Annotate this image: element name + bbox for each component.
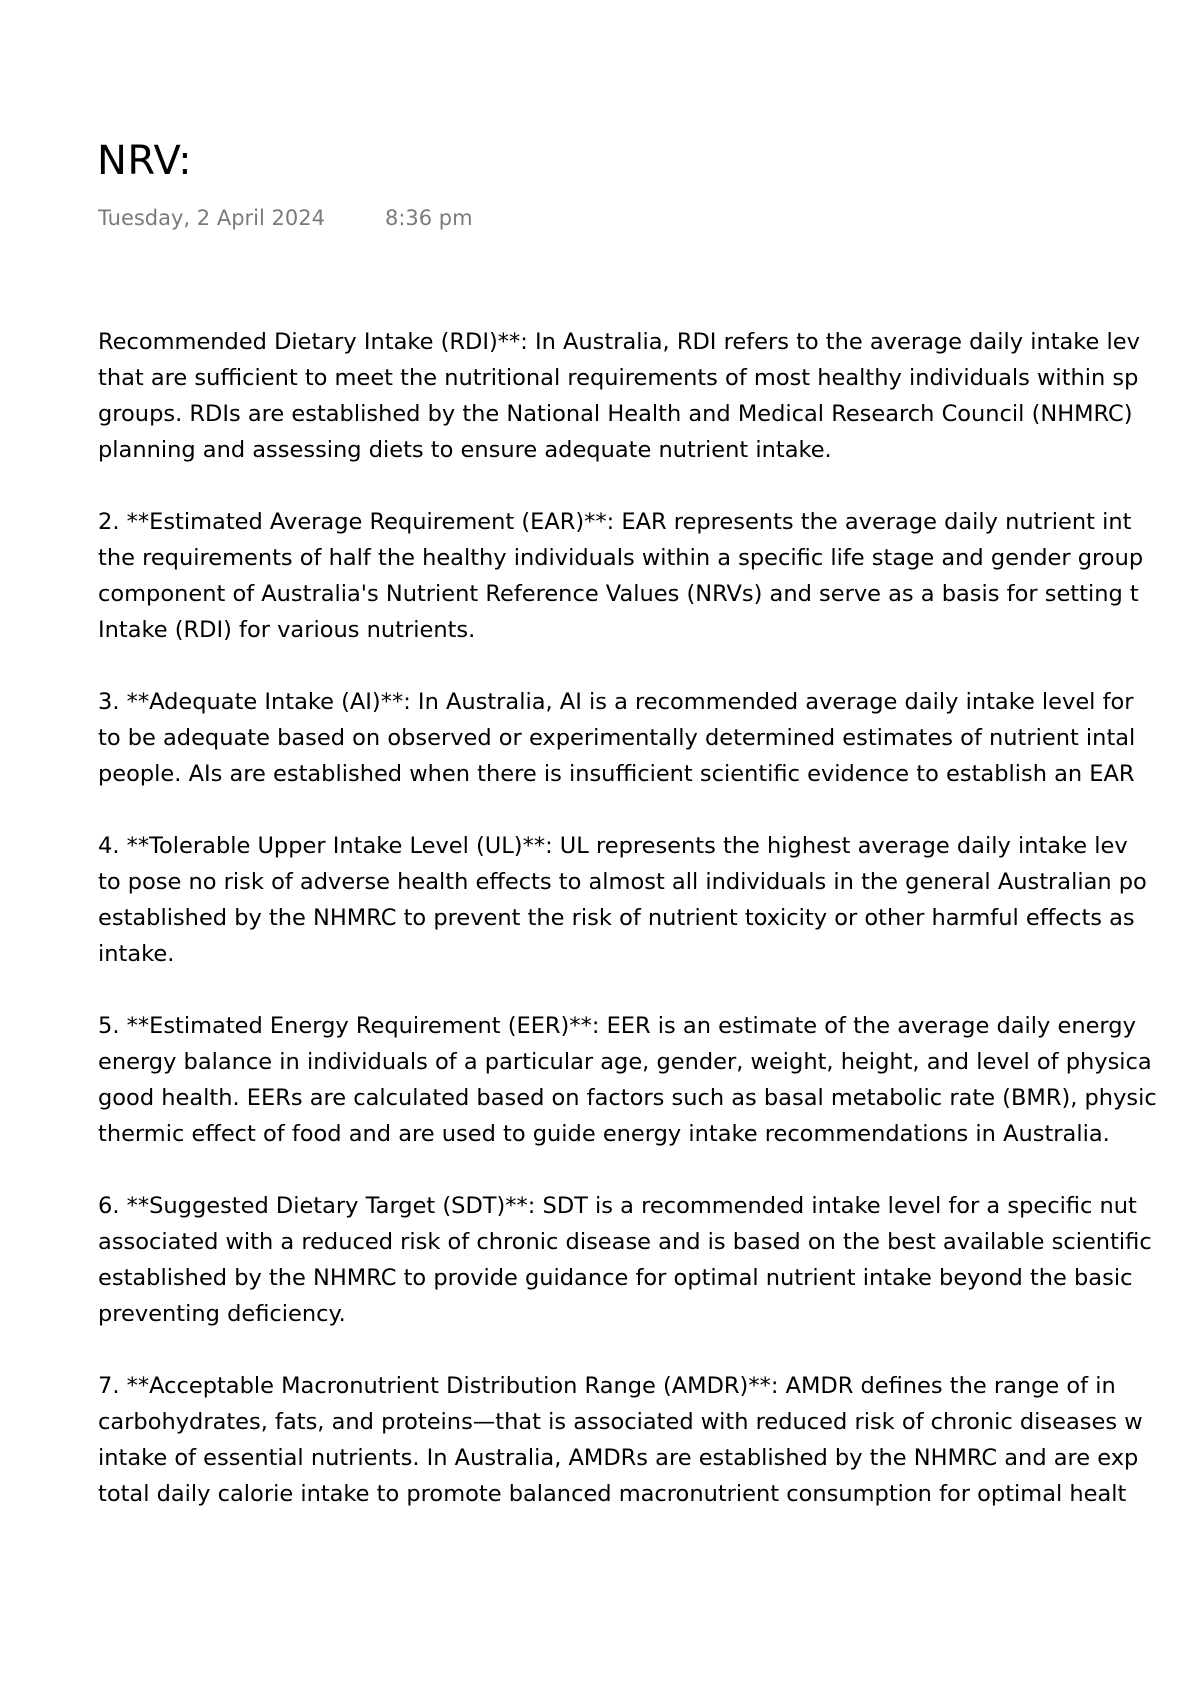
note-date: Tuesday, 2 April 2024 — [98, 206, 325, 230]
paragraph-rdi — [98, 324, 1200, 468]
paragraph-ul — [98, 828, 1200, 972]
text-line: 4. **Tolerable Upper Intake Level (UL)**: UL represents the highest average daily intake lev — [98, 833, 1128, 859]
text-line: energy balance in individuals of a particular age, gender, weight, height, and level of physica — [98, 1049, 1152, 1075]
text-line: people. AIs are established when there is insufficient scientific evidence to establish an EAR — [98, 761, 1135, 787]
text-line: associated with a reduced risk of chronic disease and is based on the best available scientific — [98, 1229, 1152, 1255]
text-line: groups. RDIs are established by the National Health and Medical Research Council (NHMRC) — [98, 401, 1133, 427]
text-line: thermic effect of food and are used to guide energy intake recommendations in Australia. — [98, 1121, 1110, 1147]
text-line: intake. — [98, 941, 175, 967]
text-line: intake of essential nutrients. In Australia, AMDRs are established by the NHMRC and are exp — [98, 1445, 1139, 1471]
text-line: established by the NHMRC to provide guidance for optimal nutrient intake beyond the basic — [98, 1265, 1133, 1291]
text-line: preventing deficiency. — [98, 1301, 346, 1327]
text-line: Recommended Dietary Intake (RDI)**: In Australia, RDI refers to the average daily intake lev — [98, 329, 1140, 355]
paragraph-eer — [98, 1008, 1200, 1152]
text-line: good health. EERs are calculated based on factors such as basal metabolic rate (BMR), physic — [98, 1085, 1157, 1111]
text-line: 2. **Estimated Average Requirement (EAR)**: EAR represents the average daily nutrient int — [98, 509, 1132, 535]
text-line: to pose no risk of adverse health effects to almost all individuals in the general Australian po — [98, 869, 1147, 895]
text-line: component of Australia's Nutrient Reference Values (NRVs) and serve as a basis for setting t — [98, 581, 1139, 607]
text-line: Intake (RDI) for various nutrients. — [98, 617, 476, 643]
page-title: NRV: — [97, 138, 193, 184]
text-line: that are sufficient to meet the nutritional requirements of most healthy individuals within sp — [98, 365, 1139, 391]
paragraph-amdr — [98, 1368, 1200, 1512]
text-line: established by the NHMRC to prevent the risk of nutrient toxicity or other harmful effects as — [98, 905, 1135, 931]
text-line: 6. **Suggested Dietary Target (SDT)**: SDT is a recommended intake level for a specific nut — [98, 1193, 1137, 1219]
text-line: planning and assessing diets to ensure adequate nutrient intake. — [98, 437, 832, 463]
text-line: to be adequate based on observed or experimentally determined estimates of nutrient intal — [98, 725, 1136, 751]
note-timestamp — [98, 206, 473, 230]
text-line: 7. **Acceptable Macronutrient Distribution Range (AMDR)**: AMDR defines the range of in — [98, 1373, 1116, 1399]
text-line: carbohydrates, fats, and proteins—that is associated with reduced risk of chronic diseases w — [98, 1409, 1143, 1435]
paragraph-ear — [98, 504, 1200, 648]
paragraph-sdt — [98, 1188, 1200, 1332]
paragraph-ai — [98, 684, 1200, 792]
text-line: 3. **Adequate Intake (AI)**: In Australia, AI is a recommended average daily intake level for — [98, 689, 1134, 715]
text-line: the requirements of half the healthy individuals within a specific life stage and gender group — [98, 545, 1144, 571]
text-line: total daily calorie intake to promote balanced macronutrient consumption for optimal healt — [98, 1481, 1127, 1507]
note-time: 8:36 pm — [384, 206, 473, 230]
text-line: 5. **Estimated Energy Requirement (EER)**: EER is an estimate of the average daily energy — [98, 1013, 1136, 1039]
